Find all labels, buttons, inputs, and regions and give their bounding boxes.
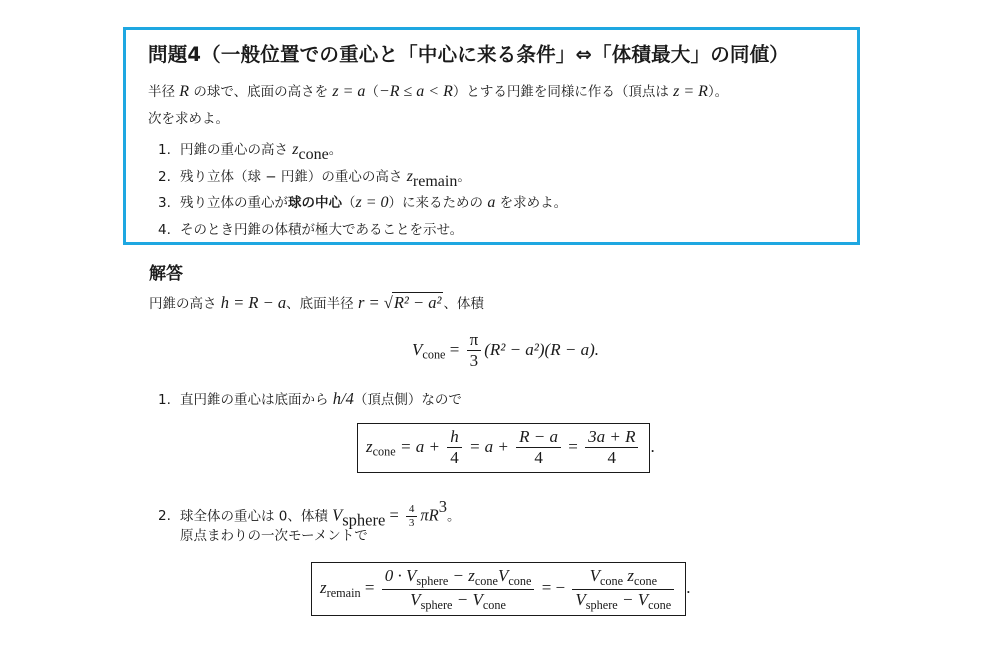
task-item-2: 2. 残り立体（球 − 円錐）の重心の高さ zremain。 [158,168,471,191]
problem-intro: 半径 R の球で、底面の高さを z = a（−R ≤ a < R）とする円錐を同様に作る（頂点は z = R）。 [148,83,729,100]
answer-intro: 円錐の高さ h = R − a、底面半径 r = √R² − a² 、体積 [149,293,484,312]
step-2-text: 2. 球全体の重心は 0、体積 Vsphere = $\frac{4}{3}$ πR3。 [158,497,461,530]
zremain-box: $z_{remain}$ = $\frac{0 \cdot V_{sphere} - z_{cone}V_{cone}}{V_{sphere} - V_{cone}}$ = − $\frac{V_{cone} z_{cone}}{V_{sphere} - V_{cone}}$ [311,562,686,616]
task-item-3: 3. 残り立体の重心が球の中心（z = 0）に来るための a を求めよ。 [158,194,568,211]
zcone-boxed-formula: $z_{cone} = a$ + $\frac{h}{4}$ = a + $\frac{R - a}{4}$ = $\frac{3a + R}{4}$ . [357,423,655,473]
vcone-formula: $V_{cone}$ = $\frac{\pi}{3}$ (R² − a²)(R − a). [412,330,599,371]
fraction-pi-over-3: $\frac{\pi}{3}$ [467,330,482,372]
answer-heading: 解答 [149,264,183,284]
task-item-1: 1. 円錐の重心の高さ zcone。 [158,141,343,164]
task-item-4: 4. そのとき円錐の体積が極大であることを示せ。 [158,222,464,238]
problem-box [123,27,860,245]
zremain-boxed-formula: $z_{remain}$ = $\frac{0 \cdot V_{sphere} - z_{cone}V_{cone}}{V_{sphere} - V_{cone}}$ = − $\frac{V_{cone} z_{cone}}{V_{sphere} - V_{cone}}$ . [311,562,690,616]
step-1-text: 1. 直円錐の重心は底面から h/4（頂点側）なので [158,389,462,408]
sqrt-sign: √ [383,293,393,312]
step-2-moment-text: 原点まわりの一次モーメントで [180,528,368,544]
problem-instruction: 次を求めよ。 [148,111,229,127]
zcone-box: $z_{cone} = a$ + $\frac{h}{4}$ = a + $\frac{R - a}{4}$ = $\frac{3a + R}{4}$ [357,423,650,473]
problem-title: 問題4（一般位置での重心と「中心に来る条件」⇔「体積最大」の同値） [148,43,790,66]
